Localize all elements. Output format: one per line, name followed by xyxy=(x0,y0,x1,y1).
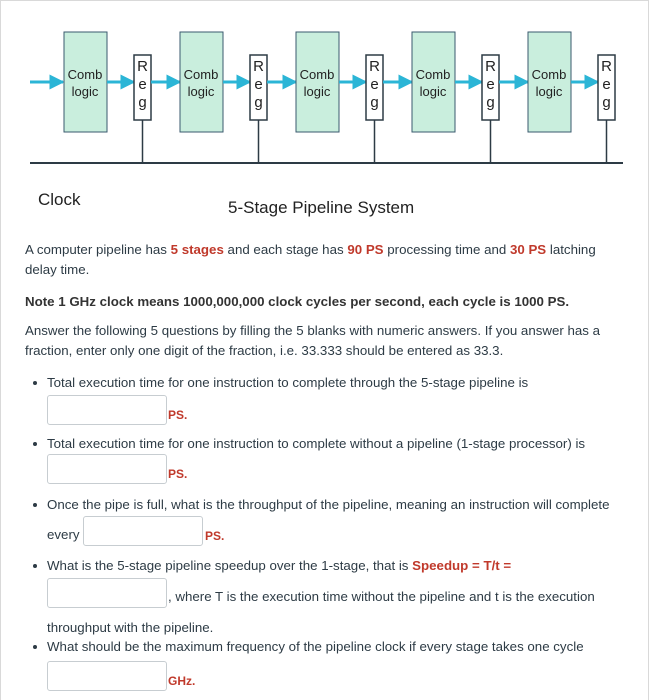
comb-logic-box xyxy=(412,32,455,132)
register-letter: R xyxy=(253,58,264,75)
question-5 xyxy=(25,637,625,697)
answer-1-input[interactable] xyxy=(47,395,167,425)
register-letter: R xyxy=(369,58,380,75)
comb-label-line2: logic xyxy=(71,84,99,99)
register-letter: R xyxy=(137,58,148,75)
question-4-text xyxy=(47,556,627,576)
register-letter: e xyxy=(370,76,379,93)
bullet xyxy=(33,645,37,649)
register-letter: e xyxy=(602,76,611,93)
question-1 xyxy=(25,373,625,433)
comb-label-line1: Comb xyxy=(415,67,451,82)
question-3-text: Once the pipe is full, what is the throughput of the pipeline, meaning an instruction will complete xyxy=(47,497,610,512)
answer-2-unit: PS. xyxy=(168,467,188,481)
intro-text: processing time and xyxy=(383,242,510,257)
question-4-speedup-formula: Speedup = T/t = xyxy=(412,558,512,573)
register-letter: e xyxy=(138,76,147,93)
question-3-every: every xyxy=(47,527,80,542)
answer-5-input[interactable] xyxy=(47,661,167,691)
bullet xyxy=(33,442,37,446)
question-1-text: Total execution time for one instruction to complete through the 5-stage pipeline is xyxy=(47,375,529,390)
register-letter: e xyxy=(486,76,495,93)
intro-text: A computer pipeline has xyxy=(25,242,171,257)
comb-logic-box xyxy=(296,32,339,132)
comb-label-line2: logic xyxy=(303,84,331,99)
clock-label: Clock xyxy=(38,190,81,209)
instructions-paragraph: Answer the following 5 questions by filling the 5 blanks with numeric answers. If you answer has a fraction, enter only one digit of the fraction, i.e. 33.333 should be entered as 33.3. xyxy=(25,323,601,358)
answer-1-unit: PS. xyxy=(168,408,188,422)
question-2-text: Total execution time for one instruction to complete without a pipeline (1-stage processor) is xyxy=(47,436,586,451)
comb-label-line2: logic xyxy=(535,84,563,99)
question-4 xyxy=(25,556,625,636)
bullet xyxy=(33,503,37,507)
register-letter: R xyxy=(601,58,612,75)
register-letter: R xyxy=(485,58,496,75)
comb-logic-box xyxy=(528,32,571,132)
comb-logic-box xyxy=(180,32,223,132)
question-4-after-box: , where T is the execution time without the pipeline and t is the execution xyxy=(168,589,595,604)
question-2 xyxy=(25,434,625,494)
answer-5-unit: GHz. xyxy=(168,674,196,688)
register-letter: g xyxy=(138,94,147,111)
register-letter: g xyxy=(254,94,263,111)
comb-label-line2: logic xyxy=(187,84,215,99)
bullet xyxy=(33,381,37,385)
pipeline-diagram xyxy=(0,0,649,230)
question-5-text: What should be the maximum frequency of the pipeline clock if every stage takes one cycle xyxy=(47,639,584,654)
comb-logic-box xyxy=(64,32,107,132)
question-3 xyxy=(25,495,625,555)
intro-paragraph xyxy=(25,240,615,280)
answer-3-input[interactable] xyxy=(83,516,203,546)
answer-2-input[interactable] xyxy=(47,454,167,484)
intro-processing-time: 90 PS xyxy=(347,242,384,257)
comb-label-line2: logic xyxy=(419,84,447,99)
note-paragraph: Note 1 GHz clock means 1000,000,000 clock cycles per second, each cycle is 1000 PS. xyxy=(25,294,570,309)
answer-3-unit: PS. xyxy=(205,529,225,543)
comb-label-line1: Comb xyxy=(299,67,335,82)
intro-text: latching delay time. xyxy=(25,242,596,277)
intro-latch-time: 30 PS xyxy=(509,242,547,257)
register-letter: g xyxy=(602,94,611,111)
comb-label-line1: Comb xyxy=(183,67,219,82)
question-4-continuation: throughput with the pipeline. xyxy=(47,620,214,635)
question-4-text-prefix: What is the 5-stage pipeline speedup over the 1-stage, that is xyxy=(47,558,413,573)
comb-label-line1: Comb xyxy=(67,67,103,82)
register-letter: g xyxy=(370,94,379,111)
answer-4-input[interactable] xyxy=(47,578,167,608)
register-letter: g xyxy=(486,94,495,111)
intro-text: and each stage has xyxy=(223,242,348,257)
intro-stages: 5 stages xyxy=(170,242,224,257)
comb-label-line1: Comb xyxy=(531,67,567,82)
diagram-title: 5-Stage Pipeline System xyxy=(228,198,415,217)
register-letter: e xyxy=(254,76,263,93)
bullet xyxy=(33,564,37,568)
